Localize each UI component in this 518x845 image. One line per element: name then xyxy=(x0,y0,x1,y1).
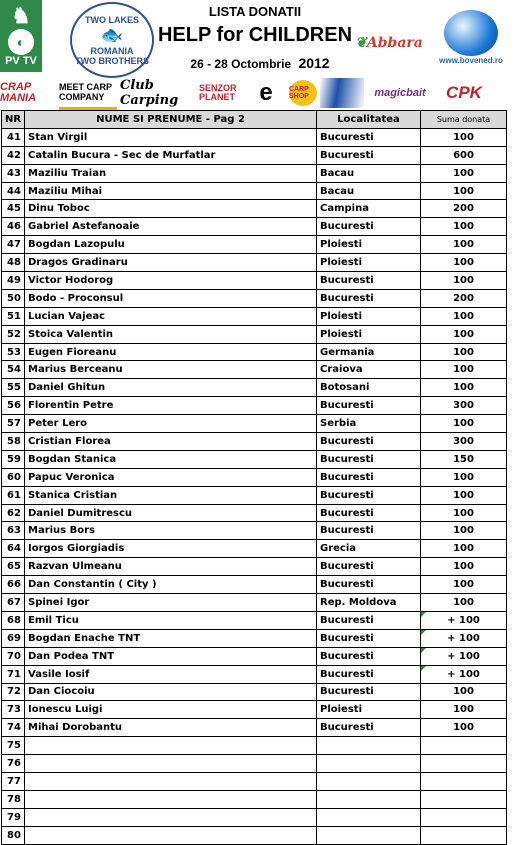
donation-amount xyxy=(421,772,507,790)
donor-city: Bacau xyxy=(317,182,421,200)
table-row xyxy=(2,325,507,343)
donor-name: Papuc Veronica xyxy=(25,468,317,486)
row-number: 58 xyxy=(2,433,25,451)
donation-amount xyxy=(421,826,507,844)
senzor-planet-logo: SENZOR PLANET xyxy=(199,83,237,102)
donation-amount: 100 xyxy=(421,522,507,540)
row-number: 74 xyxy=(2,719,25,737)
table-row xyxy=(2,450,507,468)
row-number: 43 xyxy=(2,164,25,182)
donor-city xyxy=(317,790,421,808)
row-number: 68 xyxy=(2,611,25,629)
donor-city: Bucuresti xyxy=(317,665,421,683)
two-lakes-logo xyxy=(70,2,154,78)
club-carping-logo: Club Carping xyxy=(120,78,179,108)
donor-name xyxy=(25,808,317,826)
donor-name: Bogdan Enache TNT xyxy=(25,629,317,647)
donor-city: Bucuresti xyxy=(317,450,421,468)
donor-city: Ploiesti xyxy=(317,325,421,343)
donation-amount: 100 xyxy=(421,594,507,612)
row-number: 70 xyxy=(2,647,25,665)
table-row xyxy=(2,683,507,701)
row-number: 50 xyxy=(2,289,25,307)
donor-name: Dan Ciocoiu xyxy=(25,683,317,701)
donor-name: Dan Constantin ( City ) xyxy=(25,576,317,594)
donor-city xyxy=(317,772,421,790)
abbara-logo-text: Abbara xyxy=(366,35,423,51)
donor-city: Ploiesti xyxy=(317,701,421,719)
donor-city: Bucuresti xyxy=(317,558,421,576)
donor-name: Maziliu Traian xyxy=(25,164,317,182)
donor-name: Dragos Gradinaru xyxy=(25,254,317,272)
row-number: 65 xyxy=(2,558,25,576)
donor-name: Cristian Florea xyxy=(25,433,317,451)
table-row xyxy=(2,236,507,254)
table-row xyxy=(2,200,507,218)
table-body xyxy=(2,128,507,844)
globe-logo-text: www.bovened.ro xyxy=(439,55,503,65)
row-number: 79 xyxy=(2,808,25,826)
donor-name xyxy=(25,790,317,808)
sponsor-strip xyxy=(0,76,518,110)
two-lakes-top-text: TWO LAKES xyxy=(85,14,139,25)
donor-city: Bucuresti xyxy=(317,128,421,146)
energofish-logo: e xyxy=(259,79,273,106)
donor-city: Bucuresti xyxy=(317,629,421,647)
blue-swoosh-logo xyxy=(320,78,364,108)
donor-name xyxy=(25,826,317,844)
table-row xyxy=(2,558,507,576)
donor-name: Spinei Igor xyxy=(25,594,317,612)
donor-name: Daniel Dumitrescu xyxy=(25,504,317,522)
table-row xyxy=(2,772,507,790)
donation-amount: 100 xyxy=(421,164,507,182)
table-row xyxy=(2,522,507,540)
table-row xyxy=(2,611,507,629)
row-number: 75 xyxy=(2,737,25,755)
pvtv-logo-text: PV TV xyxy=(5,55,37,67)
table-row xyxy=(2,182,507,200)
donor-name: Victor Hodorog xyxy=(25,272,317,290)
row-number: 72 xyxy=(2,683,25,701)
donation-amount: 100 xyxy=(421,325,507,343)
table-row xyxy=(2,737,507,755)
table-row xyxy=(2,594,507,612)
table-row xyxy=(2,504,507,522)
row-number: 73 xyxy=(2,701,25,719)
abbara-logo xyxy=(355,22,423,64)
donation-amount: 200 xyxy=(421,289,507,307)
row-number: 64 xyxy=(2,540,25,558)
crap-mania-logo: CRAP MANIA xyxy=(0,81,37,104)
donation-amount: 100 xyxy=(421,343,507,361)
row-number: 80 xyxy=(2,826,25,844)
table-header-row xyxy=(2,111,507,129)
table-row xyxy=(2,218,507,236)
donor-city xyxy=(317,826,421,844)
donation-amount: + 100 xyxy=(421,611,507,629)
table-row xyxy=(2,146,507,164)
donor-name: Vasile Iosif xyxy=(25,665,317,683)
table-row xyxy=(2,701,507,719)
donation-amount: 100 xyxy=(421,272,507,290)
donor-city: Bucuresti xyxy=(317,486,421,504)
row-number: 53 xyxy=(2,343,25,361)
donor-city: Bucuresti xyxy=(317,289,421,307)
row-number: 69 xyxy=(2,629,25,647)
donor-name xyxy=(25,772,317,790)
row-number: 66 xyxy=(2,576,25,594)
donation-amount: + 100 xyxy=(421,665,507,683)
table-row xyxy=(2,790,507,808)
donation-amount: 300 xyxy=(421,433,507,451)
two-lakes-mid-text: ROMANIA xyxy=(90,45,134,56)
donor-city: Campina xyxy=(317,200,421,218)
donor-city: Bucuresti xyxy=(317,611,421,629)
row-number: 41 xyxy=(2,128,25,146)
table-row xyxy=(2,343,507,361)
donor-name: Marius Berceanu xyxy=(25,361,317,379)
donor-city xyxy=(317,737,421,755)
row-number: 67 xyxy=(2,594,25,612)
list-title: LISTA DONATII xyxy=(208,4,302,19)
donor-city: Ploiesti xyxy=(317,254,421,272)
donor-city: Bucuresti xyxy=(317,272,421,290)
donor-name: Stoica Valentin xyxy=(25,325,317,343)
row-number: 49 xyxy=(2,272,25,290)
donation-amount: 100 xyxy=(421,683,507,701)
donor-city: Bucuresti xyxy=(317,146,421,164)
fish-icon: ◐ xyxy=(8,29,34,55)
donor-name: Eugen Fioreanu xyxy=(25,343,317,361)
donor-city: Bucuresti xyxy=(317,504,421,522)
row-number: 45 xyxy=(2,200,25,218)
donor-city: Craiova xyxy=(317,361,421,379)
donation-amount: 100 xyxy=(421,558,507,576)
donor-name: Emil Ticu xyxy=(25,611,317,629)
donor-city: Germania xyxy=(317,343,421,361)
leaf-icon: ❦ xyxy=(355,35,367,51)
donation-amount: 150 xyxy=(421,450,507,468)
donor-name: Gabriel Astefanoaie xyxy=(25,218,317,236)
donor-city: Grecia xyxy=(317,540,421,558)
donor-name: Dan Podea TNT xyxy=(25,647,317,665)
donor-name: Dinu Toboc xyxy=(25,200,317,218)
donor-city: Ploiesti xyxy=(317,236,421,254)
row-number: 52 xyxy=(2,325,25,343)
header-city: Localitatea xyxy=(317,111,421,129)
header-nr: NR xyxy=(2,111,25,129)
row-number: 54 xyxy=(2,361,25,379)
donation-amount: 100 xyxy=(421,379,507,397)
donation-amount: 100 xyxy=(421,307,507,325)
meet-carp-logo: MEET CARP COMPANY xyxy=(59,77,117,110)
donor-name: Razvan Ulmeanu xyxy=(25,558,317,576)
cpk-logo: CPK xyxy=(446,83,482,102)
row-number: 61 xyxy=(2,486,25,504)
donation-amount xyxy=(421,808,507,826)
donor-city: Bucuresti xyxy=(317,522,421,540)
donor-name: Ionescu Luigi xyxy=(25,701,317,719)
donor-name: Iorgos Giorgiadis xyxy=(25,540,317,558)
header xyxy=(0,0,518,110)
donor-city: Bucuresti xyxy=(317,683,421,701)
row-number: 71 xyxy=(2,665,25,683)
donor-city: Bucuresti xyxy=(317,433,421,451)
donor-name: Bogdan Lazopulu xyxy=(25,236,317,254)
donation-amount: 300 xyxy=(421,397,507,415)
donor-name: Bogdan Stanica xyxy=(25,450,317,468)
donation-amount: 200 xyxy=(421,200,507,218)
donation-amount xyxy=(421,790,507,808)
donor-city: Botosani xyxy=(317,379,421,397)
donation-amount: 100 xyxy=(421,128,507,146)
donor-city: Bucuresti xyxy=(317,218,421,236)
table-row xyxy=(2,647,507,665)
donor-city: Bucuresti xyxy=(317,468,421,486)
table-row xyxy=(2,826,507,844)
deer-icon: ♞ xyxy=(11,3,31,28)
donation-amount: 100 xyxy=(421,701,507,719)
table-row xyxy=(2,254,507,272)
donor-city: Bucuresti xyxy=(317,576,421,594)
donation-amount: 100 xyxy=(421,576,507,594)
donation-amount: 100 xyxy=(421,361,507,379)
two-lakes-bottom-text: TWO BROTHERS xyxy=(75,55,149,66)
table-row xyxy=(2,164,507,182)
globe-icon xyxy=(444,10,498,56)
row-number: 44 xyxy=(2,182,25,200)
table-row xyxy=(2,486,507,504)
donor-city: Bucuresti xyxy=(317,647,421,665)
row-number: 62 xyxy=(2,504,25,522)
donation-amount xyxy=(421,737,507,755)
row-number: 47 xyxy=(2,236,25,254)
donor-name: Bodo - Proconsul xyxy=(25,289,317,307)
donor-name: Mihai Dorobantu xyxy=(25,719,317,737)
donation-amount: 100 xyxy=(421,182,507,200)
donor-city xyxy=(317,755,421,773)
donor-name: Florentin Petre xyxy=(25,397,317,415)
table-row xyxy=(2,289,507,307)
globe-logo xyxy=(430,4,512,70)
year-text: 2012 xyxy=(298,55,330,71)
donation-amount: + 100 xyxy=(421,647,507,665)
row-number: 63 xyxy=(2,522,25,540)
table-row xyxy=(2,468,507,486)
donation-amount: 100 xyxy=(421,504,507,522)
donor-name: Stan Virgil xyxy=(25,128,317,146)
table-row xyxy=(2,397,507,415)
donor-city: Bacau xyxy=(317,164,421,182)
row-number: 60 xyxy=(2,468,25,486)
table-row xyxy=(2,272,507,290)
donor-name: Peter Lero xyxy=(25,415,317,433)
donor-city: Ploiesti xyxy=(317,307,421,325)
donor-name: Maziliu Mihai xyxy=(25,182,317,200)
donation-amount: 100 xyxy=(421,486,507,504)
magicbait-logo: magicbait xyxy=(374,87,426,99)
table-row xyxy=(2,379,507,397)
donor-name: Lucian Vajeac xyxy=(25,307,317,325)
row-number: 51 xyxy=(2,307,25,325)
donor-city: Rep. Moldova xyxy=(317,594,421,612)
row-number: 42 xyxy=(2,146,25,164)
event-dates xyxy=(170,55,350,71)
row-number: 57 xyxy=(2,415,25,433)
donor-city: Bucuresti xyxy=(317,397,421,415)
table-row xyxy=(2,665,507,683)
donation-amount: + 100 xyxy=(421,629,507,647)
table-row xyxy=(2,361,507,379)
table-row xyxy=(2,629,507,647)
header-amount: Suma donata xyxy=(421,111,507,129)
donor-city: Serbia xyxy=(317,415,421,433)
donor-name: Daniel Ghitun xyxy=(25,379,317,397)
donation-amount xyxy=(421,755,507,773)
donor-city: Bucuresti xyxy=(317,719,421,737)
table-row xyxy=(2,307,507,325)
table-row xyxy=(2,719,507,737)
table-row xyxy=(2,540,507,558)
row-number: 55 xyxy=(2,379,25,397)
donor-name: Marius Bors xyxy=(25,522,317,540)
dates-text: 26 - 28 Octombrie xyxy=(190,57,292,71)
donor-name: Stanica Cristian xyxy=(25,486,317,504)
table-row xyxy=(2,576,507,594)
event-title: HELP for CHILDREN xyxy=(157,24,353,46)
table-row xyxy=(2,433,507,451)
carp-shop-logo: CARP SHOP xyxy=(289,80,317,106)
donation-amount: 100 xyxy=(421,468,507,486)
table-row xyxy=(2,415,507,433)
donor-name xyxy=(25,737,317,755)
pvtv-logo xyxy=(0,0,42,72)
row-number: 48 xyxy=(2,254,25,272)
donation-amount: 100 xyxy=(421,254,507,272)
row-number: 78 xyxy=(2,790,25,808)
row-number: 56 xyxy=(2,397,25,415)
table-row xyxy=(2,128,507,146)
donor-name xyxy=(25,755,317,773)
donation-amount: 600 xyxy=(421,146,507,164)
donation-table xyxy=(1,110,507,845)
row-number: 77 xyxy=(2,772,25,790)
donation-amount: 100 xyxy=(421,415,507,433)
donation-amount: 100 xyxy=(421,540,507,558)
donor-city xyxy=(317,808,421,826)
table-row xyxy=(2,808,507,826)
donation-amount: 100 xyxy=(421,236,507,254)
header-name: NUME SI PRENUME - Pag 2 xyxy=(25,111,317,129)
row-number: 59 xyxy=(2,450,25,468)
row-number: 46 xyxy=(2,218,25,236)
donor-name: Catalin Bucura - Sec de Murfatlar xyxy=(25,146,317,164)
table-row xyxy=(2,755,507,773)
row-number: 76 xyxy=(2,755,25,773)
donation-amount: 100 xyxy=(421,719,507,737)
carp-icon: 🐟 xyxy=(100,24,124,45)
donation-amount: 100 xyxy=(421,218,507,236)
